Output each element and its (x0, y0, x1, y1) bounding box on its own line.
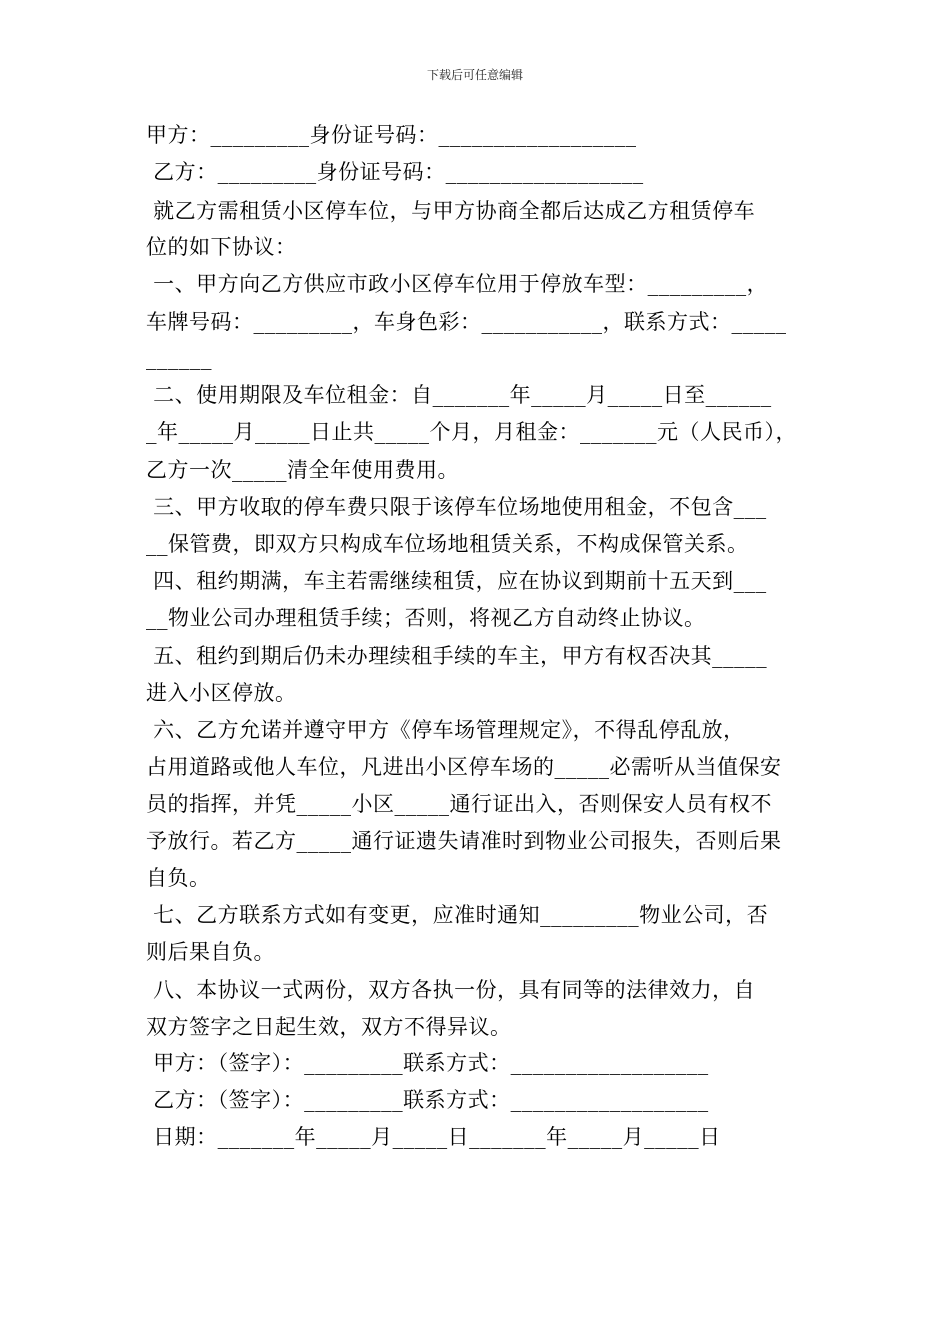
line-clause-5a: 五、租约到期后仍未办理续租手续的车主，甲方有权否决其_____ (146, 644, 768, 668)
line-clause-7a: 七、乙方联系方式如有变更，应准时通知_________物业公司，否 (146, 903, 769, 927)
line-clause-1b: 车牌号码：_________，车身色彩：___________，联系方式：_____ (146, 310, 787, 334)
line-clause-7b: 则后果自负。 (146, 940, 275, 964)
line-clause-4a: 四、租约期满，车主若需继续租赁，应在协议到期前十五天到___ (146, 569, 767, 593)
line-clause-2c: 乙方一次_____清全年使用费用。 (146, 458, 459, 482)
line-clause-6b: 占用道路或他人车位，凡进出小区停车场的_____必需听从当值保安 (146, 755, 782, 779)
line-clause-3a: 三、甲方收取的停车费只限于该停车位场地使用租金，不包含___ (146, 495, 767, 519)
line-clause-1a: 一、甲方向乙方供应市政小区停车位用于停放车型：_________， (146, 272, 769, 296)
line-sign-date: 日期：_______年_____月_____日_______年_____月_____日 (146, 1125, 721, 1149)
header-note: 下载后可任意编辑 (426, 68, 523, 82)
line-intro-1: 就乙方需租赁小区停车位，与甲方协商全都后达成乙方租赁停车 (146, 199, 756, 223)
line-clause-1c: ______ (146, 346, 212, 370)
line-clause-2b: _年_____月_____日止共_____个月，月租金：_______元（人民币）， (146, 420, 797, 444)
line-clause-6e: 自负。 (146, 866, 211, 890)
line-clause-3b: __保管费，即双方只构成车位场地租赁关系，不构成保管关系。 (146, 532, 749, 556)
line-clause-8b: 双方签字之日起生效，双方不得异议。 (146, 1015, 512, 1039)
line-clause-2a: 二、使用期限及车位租金：自_______年_____月_____日至______ (146, 383, 772, 407)
line-party-b: 乙方：_________身份证号码：__________________ (146, 160, 644, 184)
line-clause-6a: 六、乙方允诺并遵守甲方《停车场管理规定》，不得乱停乱放， (146, 718, 745, 742)
line-clause-4b: __物业公司办理租赁手续；否则，将视乙方自动终止协议。 (146, 606, 706, 630)
line-sign-party-b: 乙方：（签字）：_________联系方式：__________________ (146, 1088, 709, 1112)
line-clause-8a: 八、本协议一式两份，双方各执一份，具有同等的法律效力，自 (146, 978, 756, 1002)
line-clause-6d: 予放行。若乙方_____通行证遗失请准时到物业公司报失，否则后果 (146, 829, 782, 853)
line-clause-5b: 进入小区停放。 (146, 681, 297, 705)
line-sign-party-a: 甲方：（签字）：_________联系方式：__________________ (146, 1051, 709, 1075)
line-party-a: 甲方：_________身份证号码：__________________ (146, 123, 637, 147)
line-intro-2: 位的如下协议： (146, 235, 297, 259)
line-clause-6c: 员的指挥，并凭_____小区_____通行证出入，否则保安人员有权不 (146, 792, 772, 816)
